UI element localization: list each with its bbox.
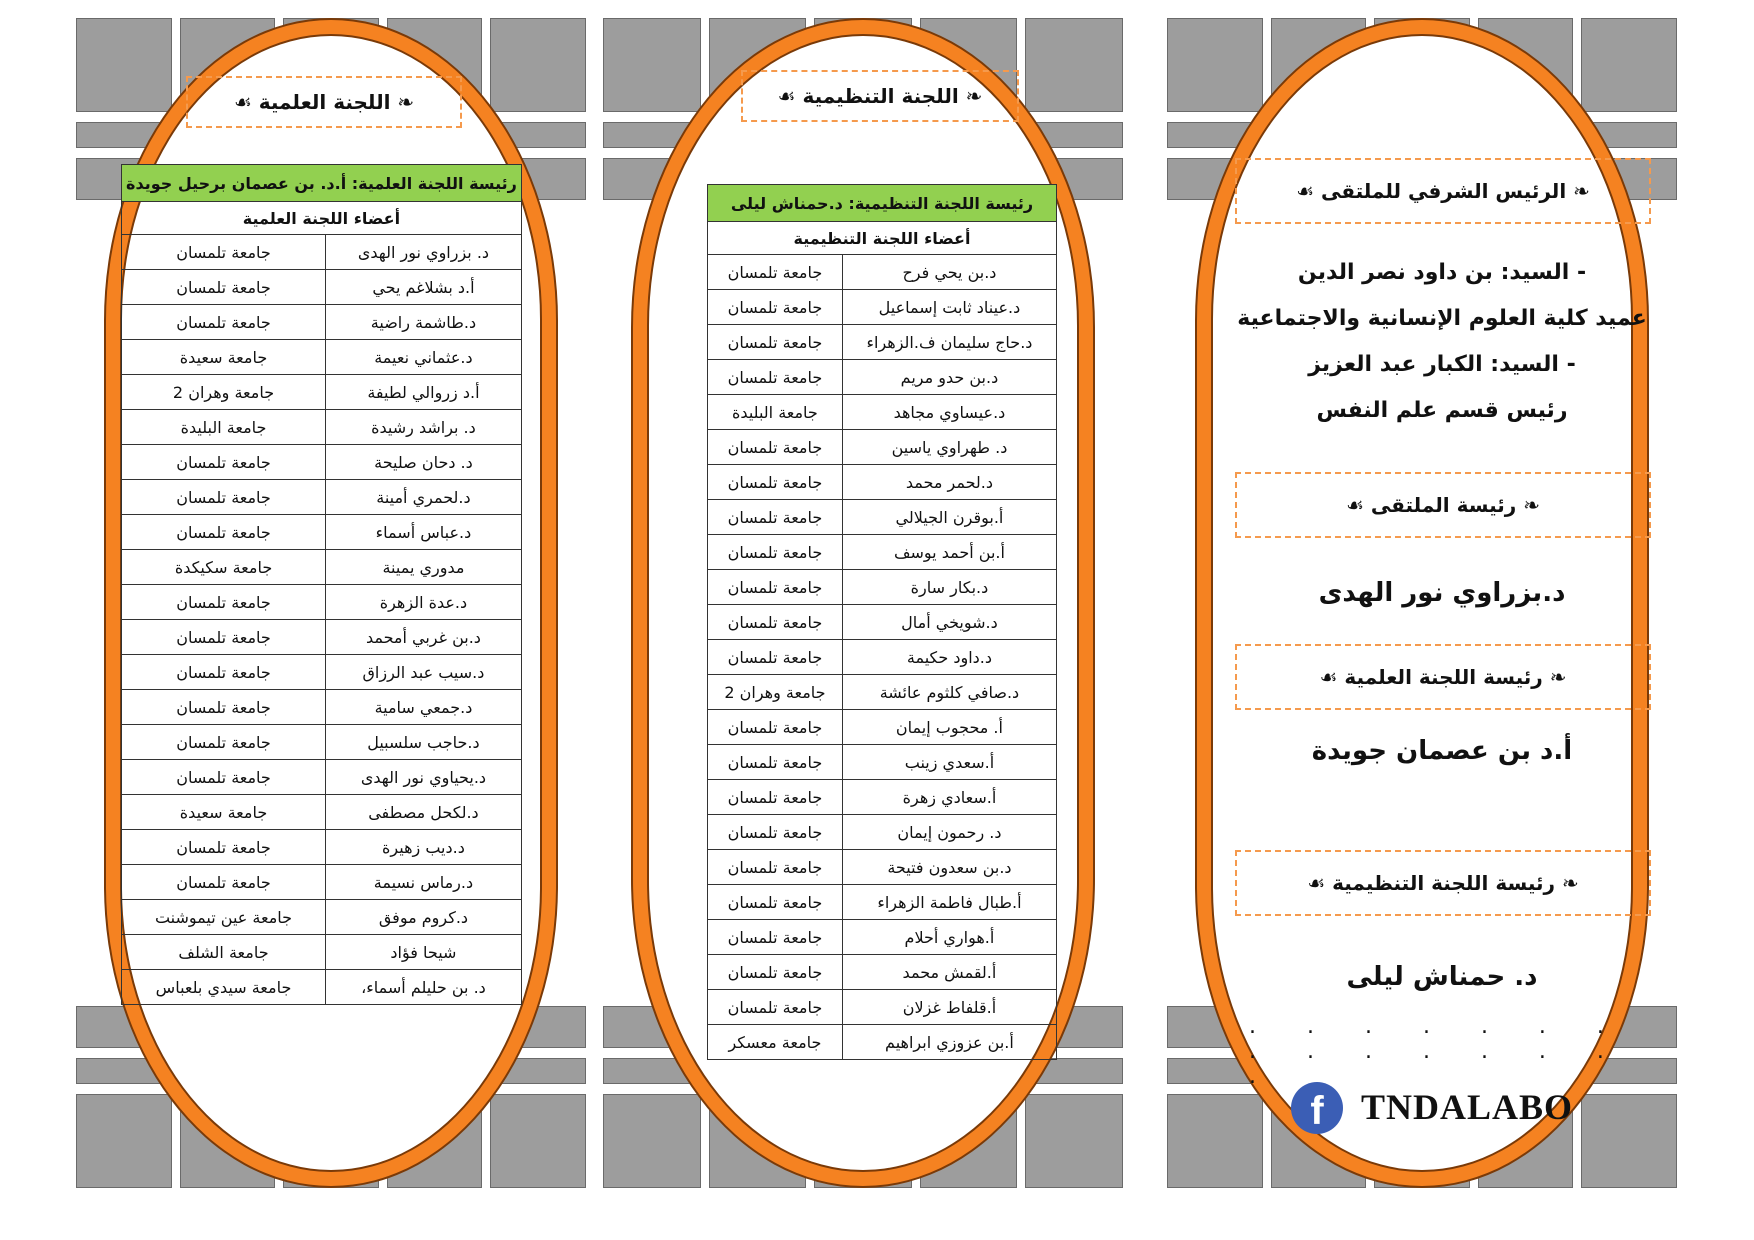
table-row: [708, 955, 1057, 990]
table-row: [708, 640, 1057, 675]
table-row: [122, 690, 522, 725]
table-row: [122, 410, 522, 445]
member-university: جامعة تلمسان: [708, 605, 843, 640]
chair-title-text: رئيسة الملتقى: [1370, 493, 1517, 517]
member-name: أ.د زروالي لطيفة: [326, 375, 522, 410]
member-name: د.طاشمة راضية: [326, 305, 522, 340]
table-row: [708, 500, 1057, 535]
table-row: [122, 480, 522, 515]
ornament-icon: ❧: [1561, 871, 1579, 895]
member-name: أ.طبال فاطمة الزهراء: [842, 885, 1056, 920]
member-university: جامعة تلمسان: [122, 620, 326, 655]
member-name: د.عيناد ثابت إسماعيل: [842, 290, 1056, 325]
sci-chair-name: أ.د بن عصمان جويدة: [1311, 736, 1573, 766]
ornament-icon: ☙: [1345, 493, 1364, 517]
member-university: جامعة تلمسان: [708, 535, 843, 570]
member-university: جامعة تلمسان: [122, 270, 326, 305]
member-university: جامعة الشلف: [122, 935, 326, 970]
table-row: [122, 270, 522, 305]
member-university: جامعة تلمسان: [122, 585, 326, 620]
member-name: د. بزراوي نور الهدى: [326, 235, 522, 270]
table-row: [122, 585, 522, 620]
section-title: [741, 70, 1019, 122]
member-university: جامعة عين تيموشنت: [122, 900, 326, 935]
member-name: د.عثماني نعيمة: [326, 340, 522, 375]
member-name: أ.هواري أحلام: [842, 920, 1056, 955]
table-row: [708, 815, 1057, 850]
table-row: [708, 430, 1057, 465]
table-row: [708, 535, 1057, 570]
member-name: أ.د بشلاغم يحي: [326, 270, 522, 305]
ornament-icon: ❧: [1573, 179, 1590, 203]
member-name: د.بن غربي أمحمد: [326, 620, 522, 655]
member-name: د. بن حليلم أسماء،: [326, 970, 522, 1005]
member-name: د.عدة الزهرة: [326, 585, 522, 620]
table-row: [708, 885, 1057, 920]
table-row: [708, 290, 1057, 325]
member-name: أ.بن أحمد يوسف: [842, 535, 1056, 570]
member-university: جامعة البليدة: [708, 395, 843, 430]
chair-title: [1235, 472, 1651, 538]
org-chair-title: [1235, 850, 1651, 916]
member-university: جامعة تلمسان: [708, 710, 843, 745]
member-university: جامعة تلمسان: [708, 920, 843, 955]
member-university: جامعة تلمسان: [122, 235, 326, 270]
scientific-committee-table: [121, 164, 522, 1005]
member-name: د.لكحل مصطفى: [326, 795, 522, 830]
member-university: جامعة تلمسان: [708, 745, 843, 780]
committee-head: رئيسة اللجنة التنظيمية: د.حمناش ليلى: [708, 185, 1057, 222]
section-title-text: اللجنة التنظيمية: [802, 84, 959, 108]
member-name: د.بكار سارة: [842, 570, 1056, 605]
member-university: جامعة تلمسان: [122, 865, 326, 900]
member-name: د.بن سعدون فتيحة: [842, 850, 1056, 885]
member-university: جامعة تلمسان: [122, 760, 326, 795]
table-row: [122, 655, 522, 690]
middle-panel: [603, 18, 1123, 1188]
table-row: [708, 675, 1057, 710]
table-row: [708, 570, 1057, 605]
member-university: جامعة تلمسان: [122, 445, 326, 480]
member-name: د. دحان صليحة: [326, 445, 522, 480]
member-university: جامعة تلمسان: [708, 255, 843, 290]
table-row: [708, 710, 1057, 745]
member-name: د.لحمر محمد: [842, 465, 1056, 500]
member-name: د.يحياوي نور الهدى: [326, 760, 522, 795]
member-name: د.لحمري أمينة: [326, 480, 522, 515]
member-name: د.عيساوي مجاهد: [842, 395, 1056, 430]
ornament-icon: ☙: [777, 84, 796, 108]
section-title-text: اللجنة العلمية: [258, 90, 391, 114]
members-heading: أعضاء اللجنة التنظيمية: [708, 222, 1057, 255]
member-university: جامعة تلمسان: [708, 360, 843, 395]
member-university: جامعة سيدي بلعباس: [122, 970, 326, 1005]
member-name: أ.سعادي زهرة: [842, 780, 1056, 815]
section-title: [186, 76, 462, 128]
member-name: د. رحمون إيمان: [842, 815, 1056, 850]
member-university: جامعة تلمسان: [708, 290, 843, 325]
honorary-line: - السيد: الكبار عبد العزيز: [1308, 352, 1576, 377]
table-row: [708, 255, 1057, 290]
member-university: جامعة تلمسان: [122, 690, 326, 725]
member-name: د.حاجب سلسبيل: [326, 725, 522, 760]
honorary-line: عميد كلية العلوم الإنسانية والاجتماعية: [1237, 306, 1647, 331]
org-chair-name: د. حمناش ليلى: [1346, 962, 1538, 992]
member-name: أ.بن عزوزي ابراهيم: [842, 1025, 1056, 1060]
ornament-icon: ☙: [1296, 179, 1314, 203]
member-university: جامعة تلمسان: [708, 885, 843, 920]
member-university: جامعة سعيدة: [122, 795, 326, 830]
member-name: د.داود حكيمة: [842, 640, 1056, 675]
member-university: جامعة تلمسان: [708, 570, 843, 605]
member-name: د.بن حدو مريم: [842, 360, 1056, 395]
ornament-icon: ☙: [233, 90, 252, 114]
table-row: [122, 725, 522, 760]
table-row: [122, 760, 522, 795]
table-row: [122, 550, 522, 585]
ornament-icon: ❧: [1549, 665, 1567, 689]
table-row: [122, 900, 522, 935]
members-heading: أعضاء اللجنة العلمية: [122, 202, 522, 235]
member-name: أ. محجوب إيمان: [842, 710, 1056, 745]
member-university: جامعة وهران 2: [122, 375, 326, 410]
table-row: [122, 515, 522, 550]
member-university: جامعة تلمسان: [708, 500, 843, 535]
ornament-icon: ❧: [965, 84, 983, 108]
sci-chair-title-text: رئيسة اللجنة العلمية: [1344, 665, 1543, 689]
table-row: [122, 830, 522, 865]
member-name: د.ديب زهيرة: [326, 830, 522, 865]
table-row: [708, 780, 1057, 815]
ornament-icon: ☙: [1319, 665, 1338, 689]
member-university: جامعة تلمسان: [708, 465, 843, 500]
member-name: د.كروم موفق: [326, 900, 522, 935]
ornament-icon: ☙: [1307, 871, 1326, 895]
member-university: جامعة سعيدة: [122, 340, 326, 375]
table-row: [122, 620, 522, 655]
member-university: جامعة تلمسان: [122, 655, 326, 690]
honorary-title: [1235, 158, 1651, 224]
member-name: د.بن يحي فرح: [842, 255, 1056, 290]
member-name: د.سيب عبد الرزاق: [326, 655, 522, 690]
member-university: جامعة تلمسان: [122, 830, 326, 865]
member-name: د.صافي كلثوم عائشة: [842, 675, 1056, 710]
facebook-icon[interactable]: f: [1291, 1082, 1343, 1134]
table-row: [122, 935, 522, 970]
ornament-icon: ❧: [397, 90, 415, 114]
table-row: [122, 235, 522, 270]
member-university: جامعة تلمسان: [708, 850, 843, 885]
table-row: [708, 605, 1057, 640]
member-university: جامعة البليدة: [122, 410, 326, 445]
member-university: جامعة معسكر: [708, 1025, 843, 1060]
member-university: جامعة تلمسان: [122, 515, 326, 550]
table-row: [122, 340, 522, 375]
table-row: [122, 445, 522, 480]
member-name: د.عباس أسماء: [326, 515, 522, 550]
member-name: د. براشد رشيدة: [326, 410, 522, 445]
member-university: جامعة وهران 2: [708, 675, 843, 710]
right-panel: [1167, 18, 1677, 1188]
chair-name: د.بزراوي نور الهدى: [1318, 578, 1566, 608]
member-university: جامعة تلمسان: [708, 430, 843, 465]
member-university: جامعة تلمسان: [708, 325, 843, 360]
member-university: جامعة تلمسان: [122, 725, 326, 760]
member-name: مدوري يمينة: [326, 550, 522, 585]
member-name: د.حاج سليمان ف.الزهراء: [842, 325, 1056, 360]
member-name: شيحا فؤاد: [326, 935, 522, 970]
table-row: [708, 990, 1057, 1025]
table-row: [708, 850, 1057, 885]
member-name: د.رماس نسيمة: [326, 865, 522, 900]
table-row: [708, 360, 1057, 395]
honorary-lines: [1207, 250, 1677, 434]
table-row: [122, 305, 522, 340]
table-row: [708, 745, 1057, 780]
table-row: [708, 1025, 1057, 1060]
table-row: [708, 920, 1057, 955]
org-chair-title-text: رئيسة اللجنة التنظيمية: [1332, 871, 1556, 895]
member-university: جامعة تلمسان: [708, 815, 843, 850]
left-panel: [76, 18, 586, 1188]
organizing-committee-table: [707, 184, 1057, 1060]
member-university: جامعة تلمسان: [708, 955, 843, 990]
table-row: [122, 970, 522, 1005]
table-row: [122, 865, 522, 900]
honorary-title-text: الرئيس الشرفي للملتقى: [1320, 179, 1567, 203]
member-university: جامعة تلمسان: [122, 305, 326, 340]
brand-name: TNDALABO: [1361, 1087, 1574, 1127]
member-name: أ.لقمش محمد: [842, 955, 1056, 990]
ornament-icon: ❧: [1523, 493, 1540, 517]
table-row: [122, 795, 522, 830]
member-name: أ.قلفاط غزلان: [842, 990, 1056, 1025]
member-name: د.شويخي أمال: [842, 605, 1056, 640]
table-row: [708, 465, 1057, 500]
member-name: أ.بوقرن الجيلالي: [842, 500, 1056, 535]
member-university: جامعة تلمسان: [708, 640, 843, 675]
member-university: جامعة تلمسان: [122, 480, 326, 515]
honorary-line: - السيد: بن داود نصر الدين: [1297, 260, 1587, 285]
table-row: [708, 325, 1057, 360]
member-university: جامعة سكيكدة: [122, 550, 326, 585]
member-university: جامعة تلمسان: [708, 990, 843, 1025]
table-row: [708, 395, 1057, 430]
member-name: أ.سعدي زينب: [842, 745, 1056, 780]
table-row: [122, 375, 522, 410]
member-university: جامعة تلمسان: [708, 780, 843, 815]
member-name: د. طهراوي ياسين: [842, 430, 1056, 465]
member-name: د.جمعي سامية: [326, 690, 522, 725]
dotted-separator: . . . . . . . . . . . . . . .: [1249, 1014, 1626, 1089]
committee-head: رئيسة اللجنة العلمية: أ.د. بن عصمان برحيل جويدة: [122, 165, 522, 202]
sci-chair-title: [1235, 644, 1651, 710]
honorary-line: رئيس قسم علم النفس: [1316, 398, 1568, 423]
